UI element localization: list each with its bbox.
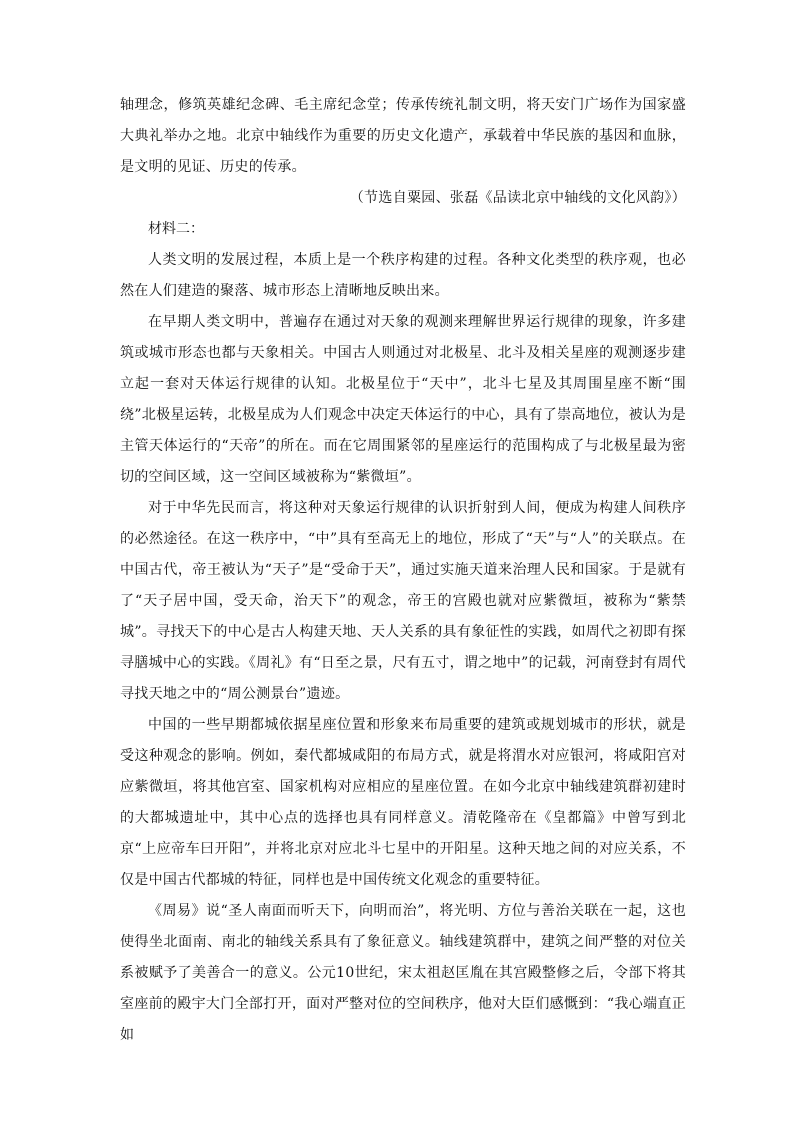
document-page (120, 90, 686, 1051)
paragraph-2: 在早期人类文明中，普遍存在通过对天象的观测来理解世界运行规律的现象，许多建筑或城市形态也都与天象相关。中国古人则通过对北极星、北斗及相关星座的观测逐步建立起一套对天体运行规律的认知。北极星位于“天中”，北斗七星及其周围星座不断“围绕”北极星运转，北极星成为人们观念中决定天体运行的中心，具有了崇高地位，被认为是主管天体运行的“天帝”的所在。而在它周围紧邻的星座运行的范围构成了与北极星最为密切的空间区域，这一空间区域被称为“紫微垣”。 (120, 314, 686, 485)
material-heading: 材料二： (148, 221, 204, 237)
paragraph-4: 中国的一些早期都城依据星座位置和形象来布局重要的建筑或规划城市的形状，就是受这种观念的影响。例如，秦代都城咸阳的布局方式，就是将渭水对应银河，将咸阳宫对应紫微垣，将其他宫室、国家机构对应相应的星座位置。在如今北京中轴线建筑群初建时的大都城遗址中，其中心点的选择也具有同样意义。清乾隆帝在《皇都篇》中曾写到北京“上应帝车曰开阳”，并将北京对应北斗七星中的开阳星。这种天地之间的对应关系，不仅是中国古代都城的特征，同样也是中国传统文化观念的重要特征。 (120, 717, 686, 888)
paragraph-5: 《周易》说“圣人南面而听天下，向明而治”，将光明、方位与善治关联在一起，这也使得坐北面南、南北的轴线关系具有了象征意义。轴线建筑群中，建筑之间严整的对位关系被赋予了美善合一的意义。公元10世纪，宋太祖赵匡胤在其宫殿整修之后，令部下将其室座前的殿宇大门全部打开，面对严整对位的空间秩序，他对大臣们感慨到：“我心端直正如 (120, 903, 686, 1043)
paragraph-continuation: 轴理念，修筑英雄纪念碑、毛主席纪念堂；传承传统礼制文明，将天安门广场作为国家盛大典礼举办之地。北京中轴线作为重要的历史文化遗产，承载着中华民族的基因和血脉，是文明的见证、历史的传承。 (120, 97, 686, 175)
paragraph-3: 对于中华先民而言，将这种对天象运行规律的认识折射到人间，便成为构建人间秩序的必然途径。在这一秩序中，“中”具有至高无上的地位，形成了“天”与“人”的关联点。在中国古代，帝王被认为“天子”是“受命于天”，通过实施天道来治理人民和国家。于是就有了“天子居中国，受天命，治天下”的观念，帝王的宫殿也就对应紫微垣，被称为“紫禁城”。寻找天下的中心是古人构建天地、天人关系的具有象征性的实践，如周代之初即有探寻膳城中心的实践。《周礼》有“日至之景，尺有五寸，谓之地中”的记载，河南登封有周代寻找天地之中的“周公测景台”遗迹。 (120, 500, 686, 702)
paragraph-1: 人类文明的发展过程，本质上是一个秩序构建的过程。各种文化类型的秩序观，也必然在人们建造的聚落、城市形态上清晰地反映出来。 (120, 252, 686, 299)
source-citation: （节选自粟园、张磊《品读北京中轴线的文化风韵》） (349, 190, 686, 206)
